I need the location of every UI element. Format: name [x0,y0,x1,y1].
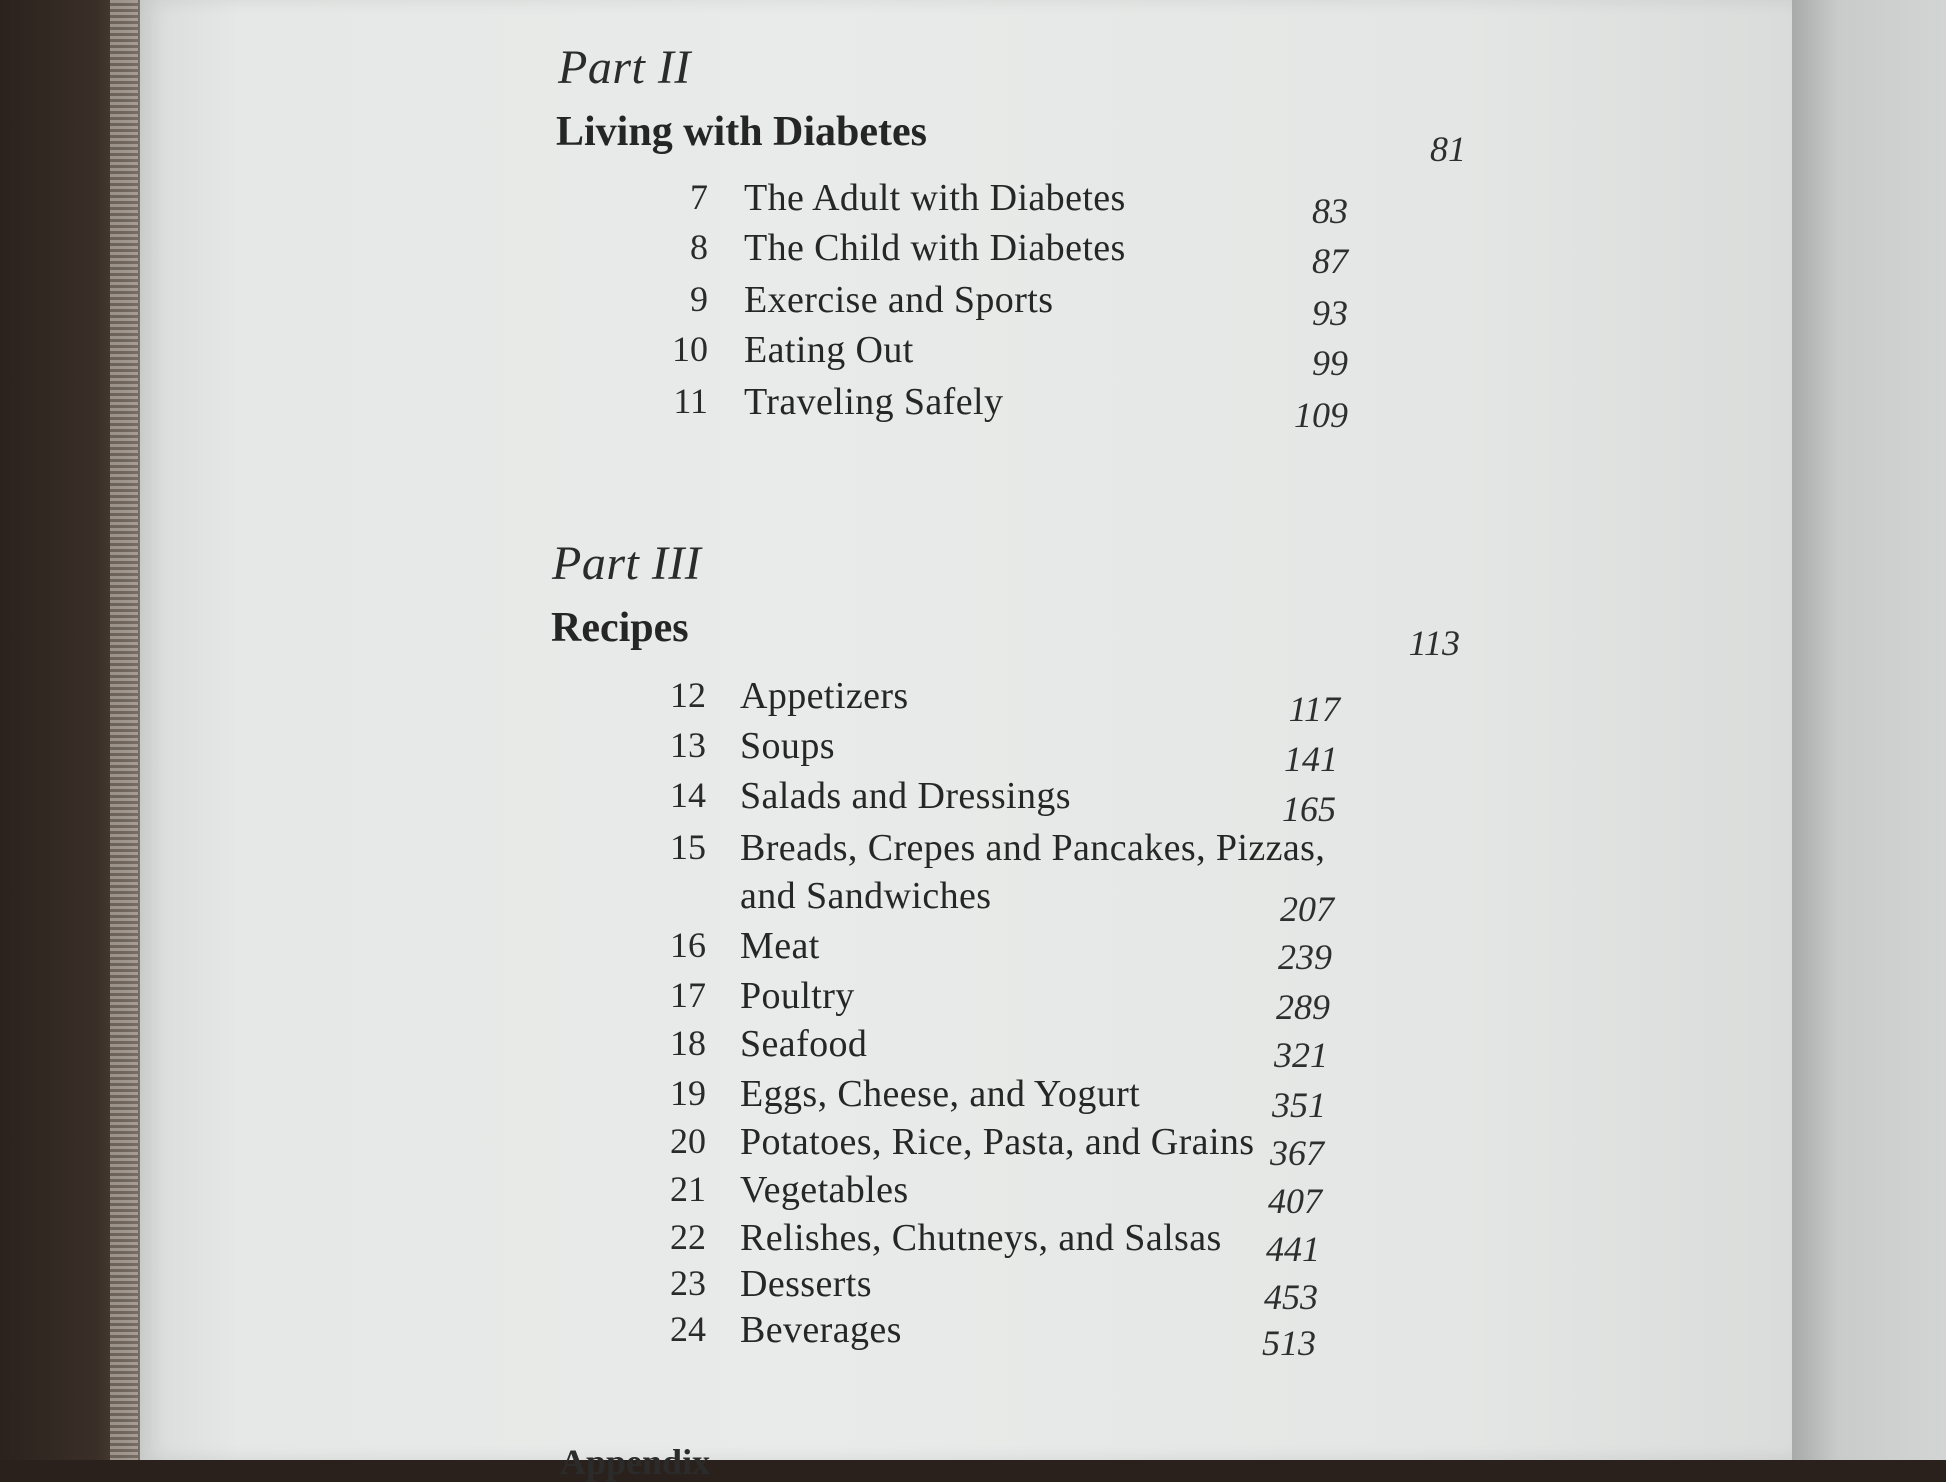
toc-row[interactable] [640,674,1470,729]
chapter-title: Traveling Safely [744,381,1004,423]
chapter-number: 13 [670,725,706,765]
part-iii-label: Part III [552,537,702,590]
chapter-title: The Adult with Diabetes [744,177,1126,219]
part-ii-title: Living with Diabetes [556,109,928,155]
chapter-title: Meat [740,925,820,967]
chapter-number: 15 [670,827,706,867]
chapter-page: 93 [1312,293,1348,333]
chapter-number: 11 [673,381,708,421]
page-edge-stack [110,0,138,1460]
toc-row[interactable] [640,1120,1470,1173]
toc-row[interactable] [640,1022,1470,1075]
chapter-page: 141 [1284,739,1338,779]
chapter-page: 165 [1282,789,1336,829]
toc-row[interactable] [642,176,1472,231]
chapter-page: 453 [1264,1277,1318,1317]
toc-row[interactable] [640,1262,1470,1317]
toc-row[interactable] [642,226,1472,281]
chapter-number: 22 [670,1217,706,1257]
chapter-title-continued: and Sandwiches [740,875,992,917]
chapter-page: 321 [1274,1035,1328,1075]
chapter-number: 9 [690,279,708,319]
chapter-title: Poultry [740,975,855,1017]
chapter-number: 19 [670,1073,706,1113]
part-iii-page: 113 [1408,623,1460,663]
toc-row[interactable] [640,974,1470,1027]
chapter-page: 441 [1266,1229,1320,1269]
chapter-title: Potatoes, Rice, Pasta, and Grains [740,1121,1255,1163]
chapter-number: 21 [670,1169,706,1209]
toc-row[interactable] [640,924,1470,977]
toc-row[interactable] [642,380,1472,435]
chapter-number: 23 [670,1263,706,1303]
chapter-title: Salads and Dressings [740,775,1071,817]
chapter-page: 289 [1276,987,1330,1027]
toc-row[interactable] [642,328,1472,383]
part-iii-title: Recipes [551,605,689,651]
chapter-page: 407 [1268,1181,1322,1221]
part-ii-label: Part II [558,41,691,94]
chapter-title: Vegetables [740,1169,909,1211]
toc-row[interactable] [640,724,1470,779]
toc-row[interactable] [640,1168,1470,1221]
chapter-title: Appetizers [740,675,909,717]
chapter-title: Eggs, Cheese, and Yogurt [740,1073,1141,1115]
chapter-number: 24 [670,1309,706,1349]
chapter-page: 99 [1312,343,1348,383]
toc-row[interactable] [642,278,1472,333]
chapter-title: Eating Out [744,329,914,371]
toc-row[interactable] [640,774,1470,829]
chapter-number: 20 [670,1121,706,1161]
chapter-number: 8 [690,227,708,267]
chapter-page: 351 [1272,1085,1326,1125]
chapter-number: 16 [670,925,706,965]
chapter-title: Exercise and Sports [744,279,1054,321]
toc-row[interactable] [640,1216,1470,1269]
part-ii-page: 81 [1430,129,1466,169]
chapter-page: 513 [1262,1323,1316,1363]
chapter-number: 10 [672,329,708,369]
chapter-page: 109 [1294,395,1348,435]
chapter-title: Relishes, Chutneys, and Salsas [740,1217,1222,1259]
chapter-page: 239 [1278,937,1332,977]
chapter-number: 12 [670,675,706,715]
chapter-number: 7 [690,177,708,217]
chapter-page: 87 [1312,241,1348,281]
toc-row[interactable] [640,826,1470,929]
appendix-heading-partial: Appendix [560,1442,711,1482]
chapter-title: The Child with Diabetes [744,227,1126,269]
chapter-number: 17 [670,975,706,1015]
toc-row[interactable] [640,1308,1470,1363]
chapter-title: Desserts [740,1263,872,1305]
chapter-title: Soups [740,725,835,767]
chapter-number: 14 [670,775,706,815]
chapter-page: 83 [1312,191,1348,231]
chapter-number: 18 [670,1023,706,1063]
chapter-title: Breads, Crepes and Pancakes, Pizzas, [740,827,1326,869]
chapter-title: Beverages [740,1309,902,1351]
chapter-page: 207 [1280,889,1334,929]
background-surface [1792,0,1946,1460]
chapter-title: Seafood [740,1023,868,1065]
chapter-page: 367 [1270,1133,1324,1173]
chapter-page: 117 [1288,689,1340,729]
toc-row[interactable] [640,1072,1470,1125]
